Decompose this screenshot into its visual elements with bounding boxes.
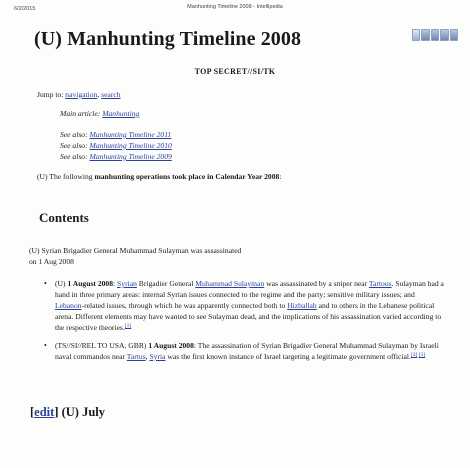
page-title: (U) Manhunting Timeline 2008: [34, 28, 302, 50]
event-text: : The assassination of Syrian Brigadier General Muhammad Sulayman by Israeli naval commandos near: [55, 341, 439, 361]
event-text: Brigadier General: [136, 279, 196, 288]
see-also-link-2011[interactable]: Manhunting Timeline 2011: [89, 130, 172, 139]
intro-paragraph: [37, 171, 281, 182]
event-text: ,: [145, 352, 150, 361]
list-item: [37, 340, 445, 362]
print-title: Manhunting Timeline 2008 - Intellipedia: [187, 4, 283, 10]
classification-marking: (U): [55, 279, 68, 288]
see-also-label: See also:: [60, 141, 90, 150]
see-also-note: [60, 140, 172, 151]
see-also-note: [60, 151, 172, 162]
list-item: [37, 278, 445, 333]
event-text: -related issues, through which he was apparently connected both to: [81, 301, 288, 310]
see-also-link-2010[interactable]: Manhunting Timeline 2010: [89, 141, 172, 150]
print-date: 6/2/2015: [14, 6, 36, 12]
main-article-note: [60, 108, 172, 119]
footnote-ref-3[interactable]: [3]: [418, 352, 426, 358]
link-lebanon[interactable]: Lebanon: [55, 301, 82, 310]
intro-text: (U) The following: [37, 172, 95, 181]
bullet-icon: •: [44, 279, 47, 288]
event-text: . Sulayman had a hand in three primary areas: internal Syrian issues connected to the regime and the party; sensitive military issues; and: [55, 279, 444, 299]
event-date: 1 August 2008: [67, 279, 114, 288]
edit-bracket: [: [30, 405, 35, 419]
event-text: was the first known instance of Israel targeting a legitimate government official.: [165, 352, 411, 361]
footnote-ref-1[interactable]: [1]: [124, 323, 132, 329]
footnote-ref-2[interactable]: [2]: [410, 352, 418, 358]
edit-section-link[interactable]: edit: [34, 405, 55, 419]
section-title: (U) July: [58, 405, 106, 419]
intro-bold: manhunting operations took place in Calendar Year 2008: [94, 172, 280, 181]
contents-heading: Contents: [39, 210, 89, 225]
main-article-label: Main article:: [60, 109, 103, 118]
jump-to-bar: [37, 89, 121, 100]
event-text: :: [113, 279, 118, 288]
event-list: [37, 278, 445, 369]
jump-separator: ,: [97, 90, 102, 99]
see-also-label: See also:: [60, 130, 90, 139]
jump-search-link[interactable]: search: [101, 90, 121, 99]
jump-to-label: Jump to:: [37, 90, 66, 99]
link-tartous[interactable]: Tartous: [368, 279, 392, 288]
link-hizballah[interactable]: Hizballah: [287, 301, 317, 310]
intro-suffix: :: [279, 172, 282, 181]
link-syrian[interactable]: Syrian: [117, 279, 137, 288]
edit-bracket: ]: [54, 405, 59, 419]
classification-banner: TOP SECRET//SI/TK: [194, 67, 276, 76]
see-also-note: [60, 129, 172, 140]
section-heading-july: [30, 405, 105, 420]
see-also-label: See also:: [60, 152, 90, 161]
summary-text: (U) Syrian Brigadier General Muhammad Sulayman was assassinated on 1 Aug 2008: [29, 246, 242, 266]
bullet-icon: •: [44, 341, 47, 350]
event-text: was assassinated by a sniper near: [264, 279, 369, 288]
main-article-link[interactable]: Manhunting: [102, 109, 140, 118]
print-header: [0, 4, 470, 14]
event-text: and to others in the Lebanese political arena. Different elements may have wanted to see Sulayman dead, and the implications of his assassination varied according to the respective theories.: [55, 301, 442, 332]
jump-navigation-link[interactable]: navigation: [65, 90, 98, 99]
classification-marking: (TS//SI//REL TO USA, GBR): [55, 341, 149, 350]
event-date: 1 August 2008: [148, 341, 194, 350]
see-also-link-2009[interactable]: Manhunting Timeline 2009: [89, 152, 172, 161]
link-tartus[interactable]: Tartus: [126, 352, 146, 361]
link-syria[interactable]: Syria: [149, 352, 166, 361]
intellipedia-logo-icon: [412, 29, 458, 41]
hatnotes: [60, 108, 172, 162]
link-muhammad-sulayman[interactable]: Muhammad Sulayman: [195, 279, 265, 288]
